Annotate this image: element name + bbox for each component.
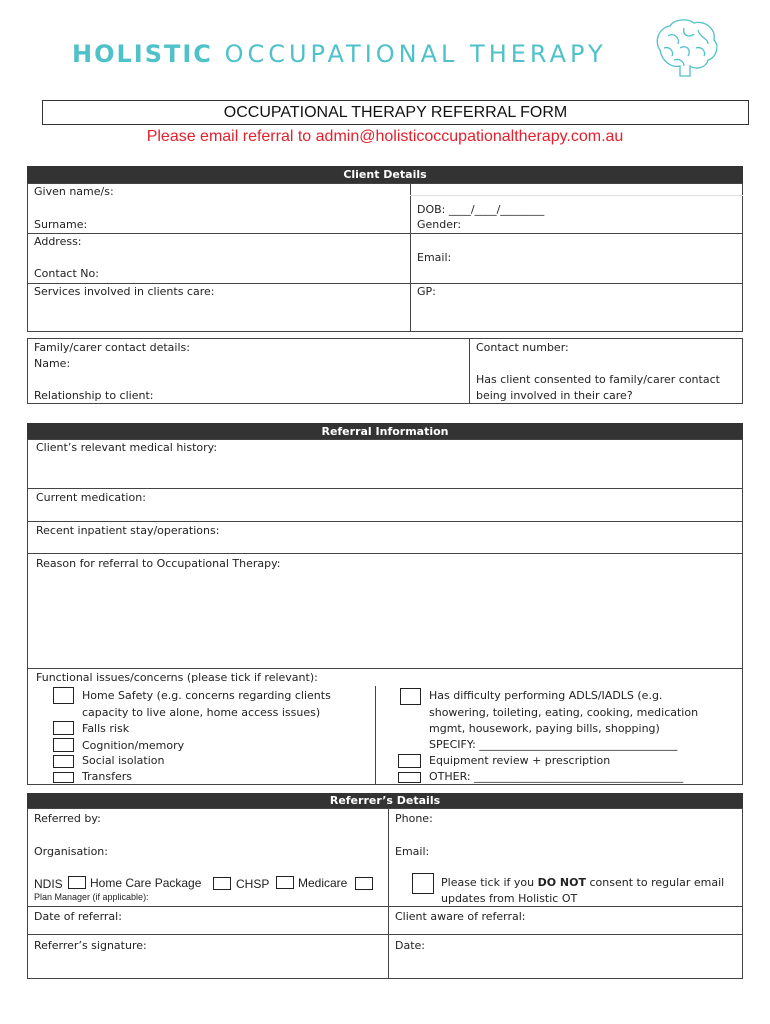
- email-instruction: Please email referral to admin@holisticoccupationaltherapy.com.au: [146, 128, 624, 145]
- date-of-referral-field[interactable]: Date of referral:: [34, 910, 122, 923]
- dob-field[interactable]: DOB: ____/____/________: [417, 203, 545, 216]
- form-title: OCCUPATIONAL THERAPY REFERRAL FORM: [42, 100, 749, 125]
- gp-field[interactable]: GP:: [417, 285, 436, 298]
- family-consent-line1: Has client consented to family/carer contact: [476, 373, 720, 386]
- adls-label-cont2: mgmt, housework, paying bills, shopping): [429, 722, 660, 735]
- divider: [410, 183, 411, 332]
- email-field[interactable]: Email:: [417, 251, 452, 264]
- surname-field[interactable]: Surname:: [34, 218, 88, 231]
- logo: [0, 30, 770, 80]
- logo-bold: HOLISTIC: [72, 40, 213, 68]
- home-care-package-checkbox[interactable]: [213, 877, 231, 890]
- home-safety-label: Home Safety (e.g. concerns regarding clients: [82, 689, 331, 702]
- cognition-checkbox[interactable]: [53, 738, 74, 752]
- referred-by-field[interactable]: Referred by:: [34, 812, 101, 825]
- client-details-section: [27, 183, 743, 332]
- equipment-review-checkbox[interactable]: [398, 754, 421, 768]
- referral-info-header: Referral Information: [27, 423, 743, 439]
- inpatient-field[interactable]: Recent inpatient stay/operations:: [36, 524, 220, 537]
- family-name-field[interactable]: Name:: [34, 357, 71, 370]
- divider: [27, 934, 743, 935]
- divider: [27, 521, 743, 522]
- falls-risk-checkbox[interactable]: [53, 721, 74, 735]
- logo-text: [72, 40, 607, 68]
- divider: [410, 195, 743, 196]
- email-consent-label-cont: updates from Holistic OT: [441, 892, 578, 905]
- divider: [27, 668, 743, 669]
- home-safety-checkbox[interactable]: [53, 687, 74, 704]
- medicare-checkbox[interactable]: [355, 877, 373, 890]
- address-field[interactable]: Address:: [34, 235, 82, 248]
- adls-label: Has difficulty performing ADLS/IADLS (e.g.: [429, 689, 663, 702]
- home-safety-label-cont: capacity to live alone, home access issues): [82, 706, 321, 719]
- medical-history-field[interactable]: Client’s relevant medical history:: [36, 441, 218, 454]
- social-isolation-checkbox[interactable]: [53, 755, 74, 768]
- chsp-label: CHSP: [236, 877, 270, 891]
- referrer-email-field[interactable]: Email:: [395, 845, 430, 858]
- reason-field[interactable]: Reason for referral to Occupational Therapy:: [36, 557, 281, 570]
- organisation-field[interactable]: Organisation:: [34, 845, 108, 858]
- medicare-label: Medicare: [298, 876, 348, 890]
- consent-text-post: consent to regular email: [586, 876, 725, 889]
- email-consent-label: [441, 876, 724, 889]
- client-aware-field[interactable]: Client aware of referral:: [395, 910, 526, 923]
- divider: [27, 488, 743, 489]
- gender-field[interactable]: Gender:: [417, 218, 462, 231]
- phone-field[interactable]: Phone:: [395, 812, 433, 825]
- consent-text-bold: DO NOT: [537, 876, 586, 889]
- family-contact-number-field[interactable]: Contact number:: [476, 341, 569, 354]
- adls-label-cont1: showering, toileting, eating, cooking, medication: [429, 706, 699, 719]
- transfers-checkbox[interactable]: [53, 772, 74, 783]
- contact-no-field[interactable]: Contact No:: [34, 267, 99, 280]
- divider: [469, 338, 470, 404]
- consent-text-pre: Please tick if you: [441, 876, 538, 889]
- cognition-label: Cognition/memory: [82, 739, 185, 752]
- referrer-details-header: Referrer’s Details: [27, 793, 743, 808]
- signature-field[interactable]: Referrer’s signature:: [34, 939, 147, 952]
- other-checkbox[interactable]: [398, 772, 421, 783]
- given-names-field[interactable]: Given name/s:: [34, 185, 114, 198]
- services-field[interactable]: Services involved in clients care:: [34, 285, 215, 298]
- home-care-package-label: Home Care Package: [90, 876, 202, 890]
- other-field[interactable]: OTHER: ______________________________________: [429, 770, 684, 783]
- chsp-checkbox[interactable]: [276, 876, 294, 889]
- social-isolation-label: Social isolation: [82, 754, 165, 767]
- divider: [27, 283, 743, 284]
- plan-manager-field[interactable]: Plan Manager (if applicable):: [34, 892, 149, 902]
- family-consent-line2: being involved in their care?: [476, 389, 633, 402]
- brain-icon: [650, 16, 720, 80]
- transfers-label: Transfers: [82, 770, 132, 783]
- functional-issues-label: Functional issues/concerns (please tick if relevant):: [36, 671, 318, 684]
- divider: [375, 686, 376, 785]
- email-consent-checkbox[interactable]: [412, 873, 434, 894]
- logo-light: OCCUPATIONAL THERAPY: [224, 40, 607, 68]
- relationship-field[interactable]: Relationship to client:: [34, 389, 154, 402]
- equipment-review-label: Equipment review + prescription: [429, 754, 611, 767]
- ndis-checkbox[interactable]: [68, 876, 86, 889]
- specify-field[interactable]: SPECIFY: ____________________________________: [429, 738, 678, 751]
- adls-checkbox[interactable]: [400, 688, 421, 705]
- medication-field[interactable]: Current medication:: [36, 491, 146, 504]
- divider: [27, 553, 743, 554]
- divider: [410, 183, 743, 184]
- family-details-field[interactable]: Family/carer contact details:: [34, 341, 190, 354]
- divider: [388, 808, 389, 979]
- client-details-header: Client Details: [27, 166, 743, 183]
- falls-risk-label: Falls risk: [82, 722, 130, 735]
- divider: [27, 233, 743, 234]
- ndis-label: NDIS: [34, 877, 63, 891]
- date-field[interactable]: Date:: [395, 939, 425, 952]
- divider: [27, 906, 743, 907]
